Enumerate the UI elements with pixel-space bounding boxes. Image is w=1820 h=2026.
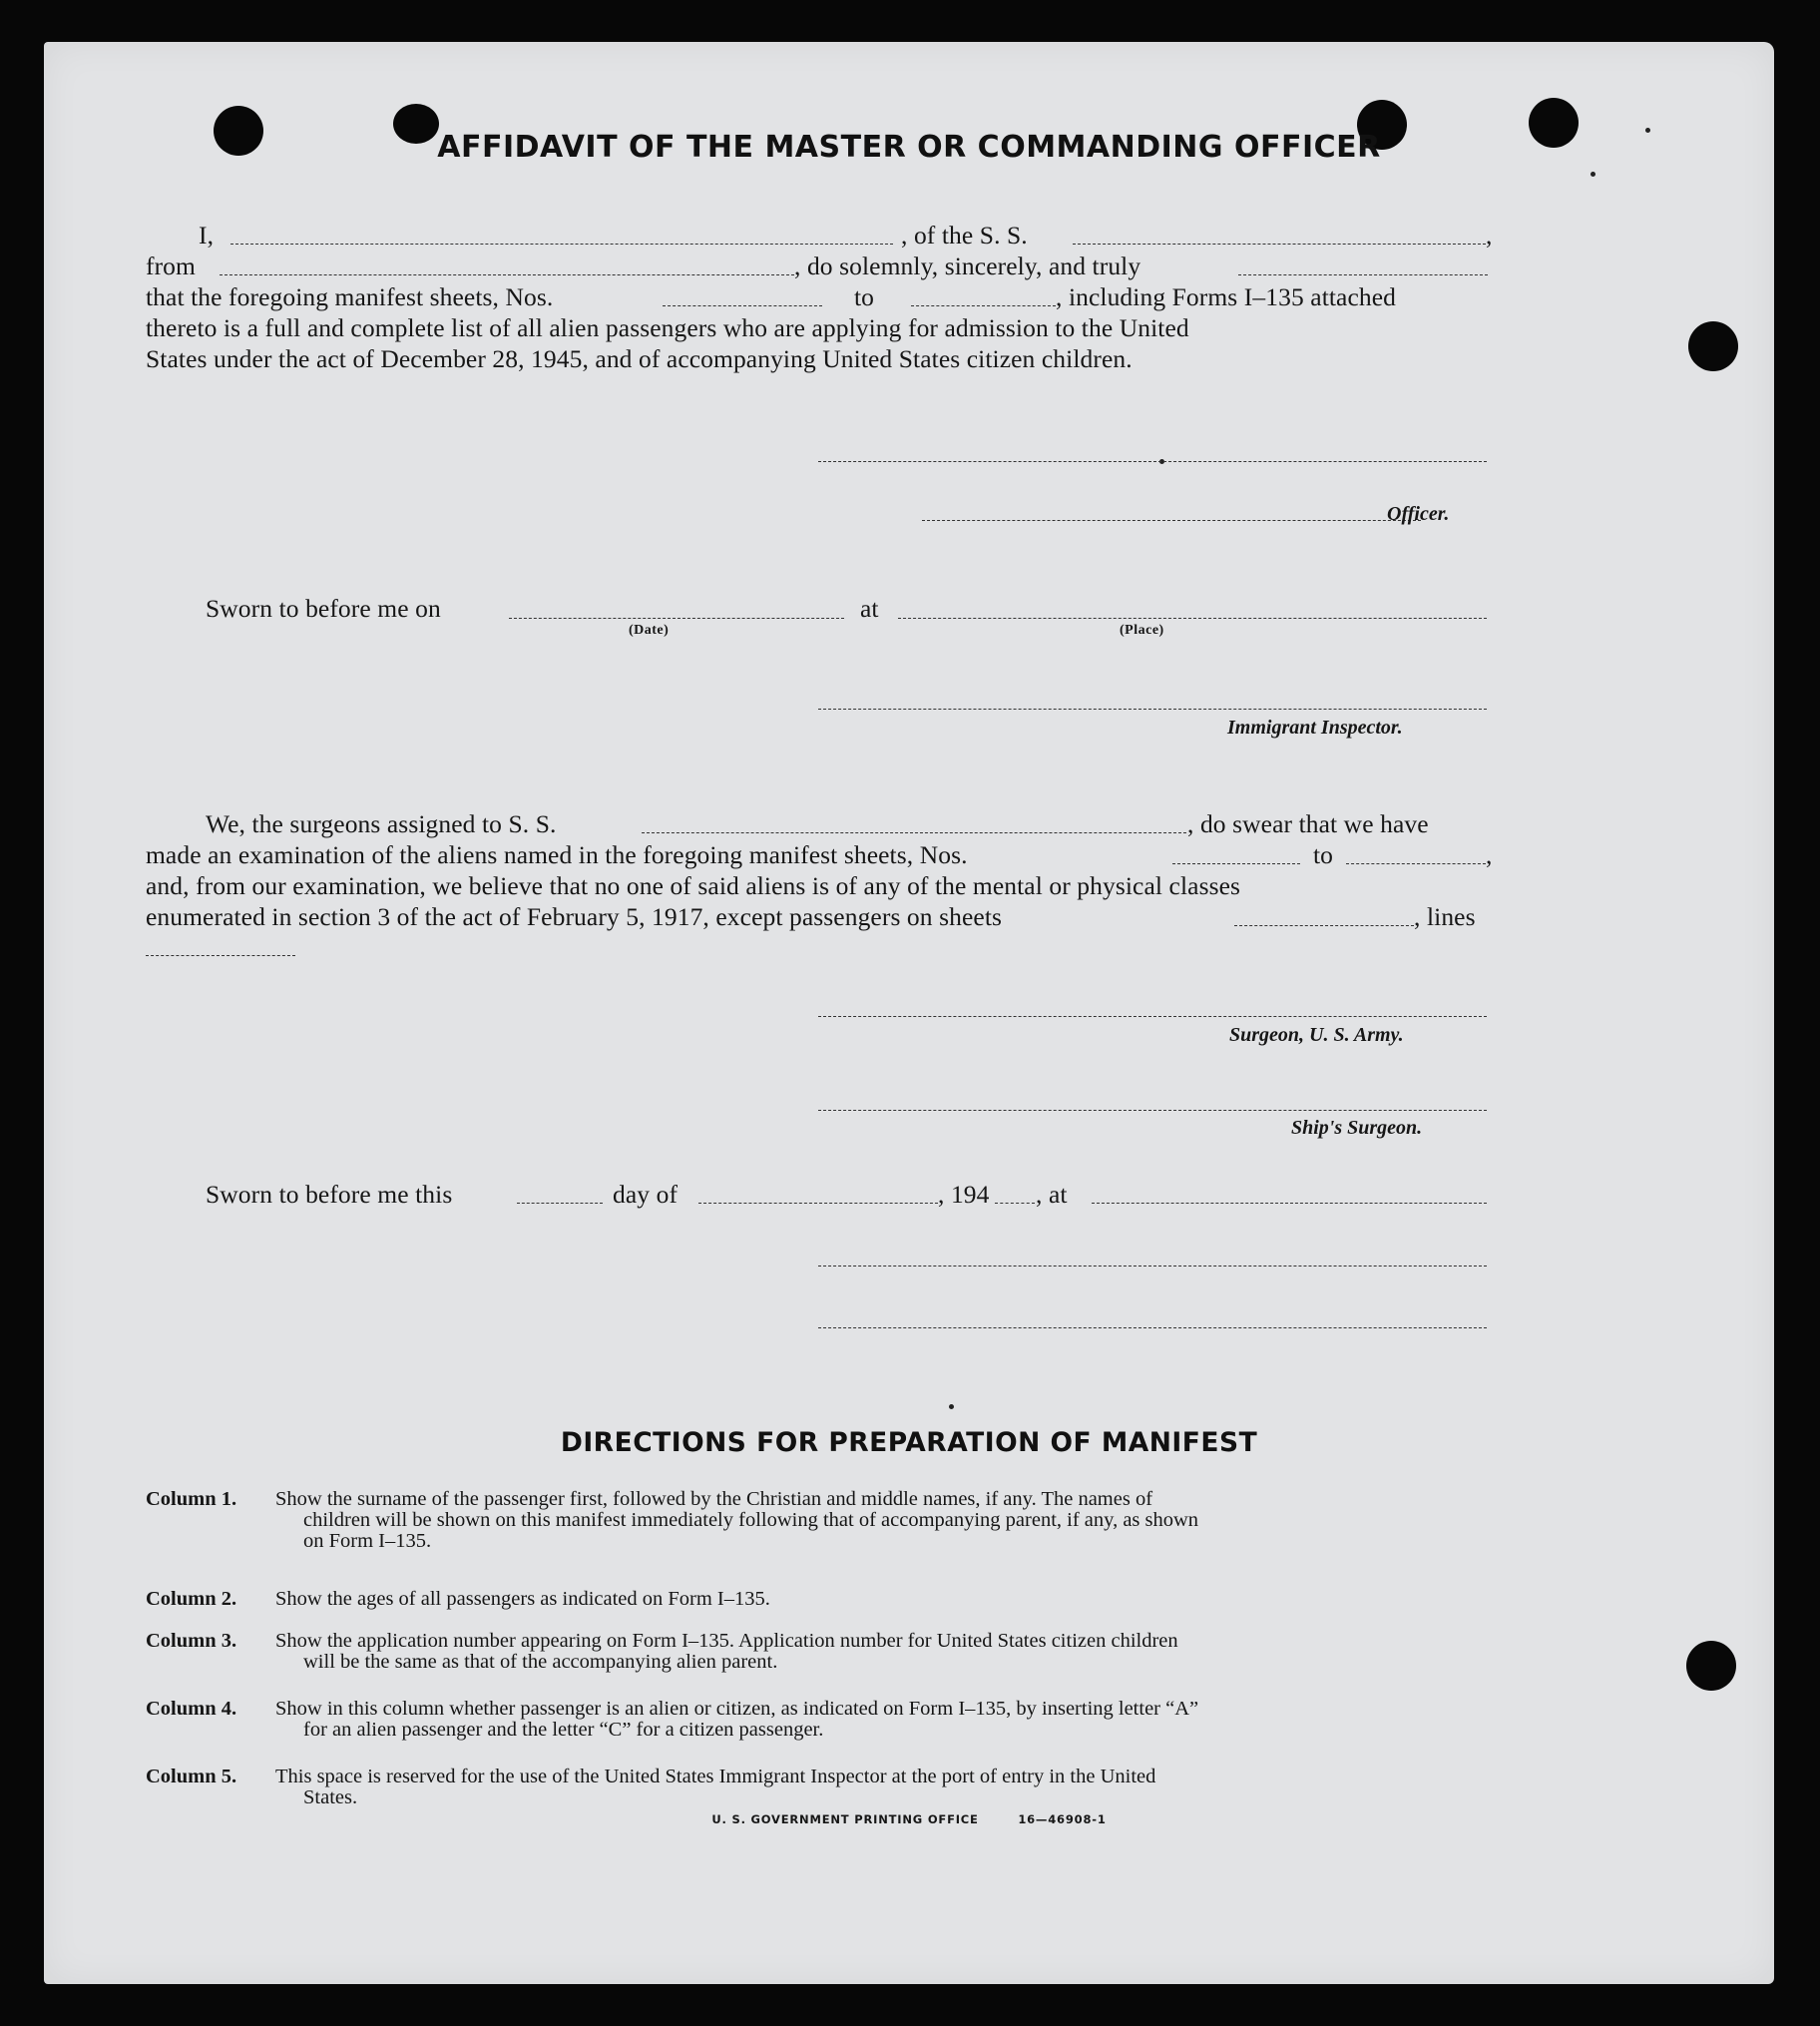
printer-name: U. S. GOVERNMENT PRINTING OFFICE — [711, 1812, 979, 1826]
direction-continuation-line: for an alien passenger and the letter “C” for a citizen passenger. — [303, 1719, 824, 1741]
surgeons-line3: and, from our examination, we believe that no one of said aliens is of any of the mental or physical classes — [146, 871, 1241, 900]
officer-label: Officer. — [1387, 503, 1450, 525]
affidavit-of-ss: , of the S. S. — [901, 221, 1028, 250]
except-lines-field[interactable] — [146, 955, 295, 956]
place-caption: (Place) — [1120, 623, 1164, 638]
master-signature-field[interactable] — [818, 461, 1487, 462]
affidavit-from: from — [146, 252, 196, 280]
direction-column-label: Column 1. — [146, 1488, 237, 1510]
surgeons-sheet-from-field[interactable] — [1172, 863, 1300, 864]
sworn-this-text: Sworn to before me this — [206, 1180, 453, 1209]
surgeons-ship-field[interactable] — [642, 832, 1186, 833]
except-sheets-field[interactable] — [1234, 925, 1414, 926]
ship-surgeon-signature-field[interactable] — [818, 1110, 1487, 1111]
punch-hole — [1688, 321, 1738, 371]
affidavit-line5: States under the act of December 28, 1945, and of accompanying United States citizen children. — [146, 344, 1133, 373]
sworn-day-field[interactable] — [517, 1203, 603, 1204]
surgeons-line1a: We, the surgeons assigned to S. S. — [206, 809, 557, 838]
sworn-place-field[interactable] — [898, 618, 1487, 619]
direction-column-label: Column 2. — [146, 1588, 237, 1610]
master-name-field[interactable] — [230, 244, 893, 245]
direction-continuation-line: children will be shown on this manifest immediately following that of accompanying parent, if any, as shown — [303, 1509, 1199, 1531]
direction-column-label: Column 5. — [146, 1766, 237, 1787]
punch-hole — [1686, 1641, 1736, 1691]
oath-field[interactable] — [1238, 274, 1488, 275]
direction-continuation-line: on Form I–135. — [303, 1530, 432, 1552]
direction-text — [275, 1767, 1533, 1808]
direction-column-label: Column 3. — [146, 1630, 237, 1652]
ship-surgeon-label: Ship's Surgeon. — [1291, 1117, 1423, 1139]
directions-title: DIRECTIONS FOR PREPARATION OF MANIFEST — [560, 1427, 1258, 1458]
sheet-from-field[interactable] — [663, 305, 822, 306]
direction-text — [275, 1631, 1533, 1673]
sworn-date-field[interactable] — [509, 618, 844, 619]
army-surgeon-label: Surgeon, U. S. Army. — [1229, 1024, 1404, 1046]
sworn-on-text: Sworn to before me on — [206, 594, 441, 623]
departure-port-field[interactable] — [220, 274, 794, 275]
sworn-place2-field[interactable] — [1092, 1203, 1487, 1204]
inspector-signature-field[interactable] — [818, 709, 1487, 710]
form-sheet — [44, 42, 1774, 1984]
officer-title-field[interactable] — [922, 520, 1421, 521]
sworn-at2-text: , at — [1036, 1180, 1068, 1209]
direction-first-line: Show the ages of all passengers as indicated on Form I–135. — [275, 1588, 770, 1610]
ship-name-field[interactable] — [1073, 244, 1486, 245]
sworn-year-field[interactable] — [995, 1203, 1035, 1204]
direction-text — [275, 1589, 1533, 1610]
surgeons-line1b: , do swear that we have — [1187, 809, 1429, 838]
direction-continuation-line: States. — [303, 1786, 358, 1808]
date-caption: (Date) — [629, 623, 670, 638]
speck — [1591, 172, 1595, 177]
surgeons-sheet-to-field[interactable] — [1346, 863, 1486, 864]
affidavit-title: AFFIDAVIT OF THE MASTER OR COMMANDING OFFICER — [437, 130, 1381, 165]
direction-text — [275, 1699, 1533, 1741]
affidavit-sheets-nos: that the foregoing manifest sheets, Nos. — [146, 282, 554, 311]
direction-first-line: Show in this column whether passenger is an alien or citizen, as indicated on Form I–135, by inserting letter “A” — [275, 1698, 1199, 1720]
sheet-to-field[interactable] — [911, 305, 1056, 306]
surgeons-line2a: made an examination of the aliens named in the foregoing manifest sheets, Nos. — [146, 840, 968, 869]
printer-footer — [44, 1812, 1774, 1826]
sworn-year-text: , 194 — [938, 1180, 990, 1209]
speck — [949, 1404, 954, 1409]
surgeons-line2-to: to — [1313, 840, 1334, 869]
direction-column-label: Column 4. — [146, 1698, 237, 1720]
affidavit-comma: , — [1486, 221, 1493, 250]
affidavit-line4: thereto is a full and complete list of all alien passengers who are applying for admission to the United — [146, 313, 1189, 342]
inspector-label: Immigrant Inspector. — [1227, 717, 1403, 739]
affidavit-to: to — [854, 282, 875, 311]
direction-first-line: This space is reserved for the use of the United States Immigrant Inspector at the port of entry in the United — [275, 1766, 1156, 1787]
surgeons-line2-comma: , — [1486, 840, 1493, 869]
sworn-month-field[interactable] — [698, 1203, 938, 1204]
direction-first-line: Show the surname of the passenger first, followed by the Christian and middle names, if any. The names of — [275, 1488, 1153, 1510]
direction-first-line: Show the application number appearing on Form I–135. Application number for United States citizen children — [275, 1630, 1178, 1652]
inspector-title2-field[interactable] — [818, 1327, 1487, 1328]
affidavit-solemnly: , do solemnly, sincerely, and truly — [794, 252, 1141, 280]
sworn-at-text: at — [860, 594, 879, 623]
direction-continuation-line: will be the same as that of the accompanying alien parent. — [303, 1651, 778, 1673]
affidavit-including: , including Forms I–135 attached — [1056, 282, 1397, 311]
form-code: 16—46908-1 — [1018, 1812, 1107, 1826]
surgeons-line4a: enumerated in section 3 of the act of February 5, 1917, except passengers on sheets — [146, 902, 1003, 931]
sworn-day-of-text: day of — [613, 1180, 679, 1209]
affidavit-i: I, — [199, 221, 215, 250]
army-surgeon-signature-field[interactable] — [818, 1016, 1487, 1017]
direction-text — [275, 1489, 1533, 1552]
surgeons-line4b: , lines — [1414, 902, 1476, 931]
